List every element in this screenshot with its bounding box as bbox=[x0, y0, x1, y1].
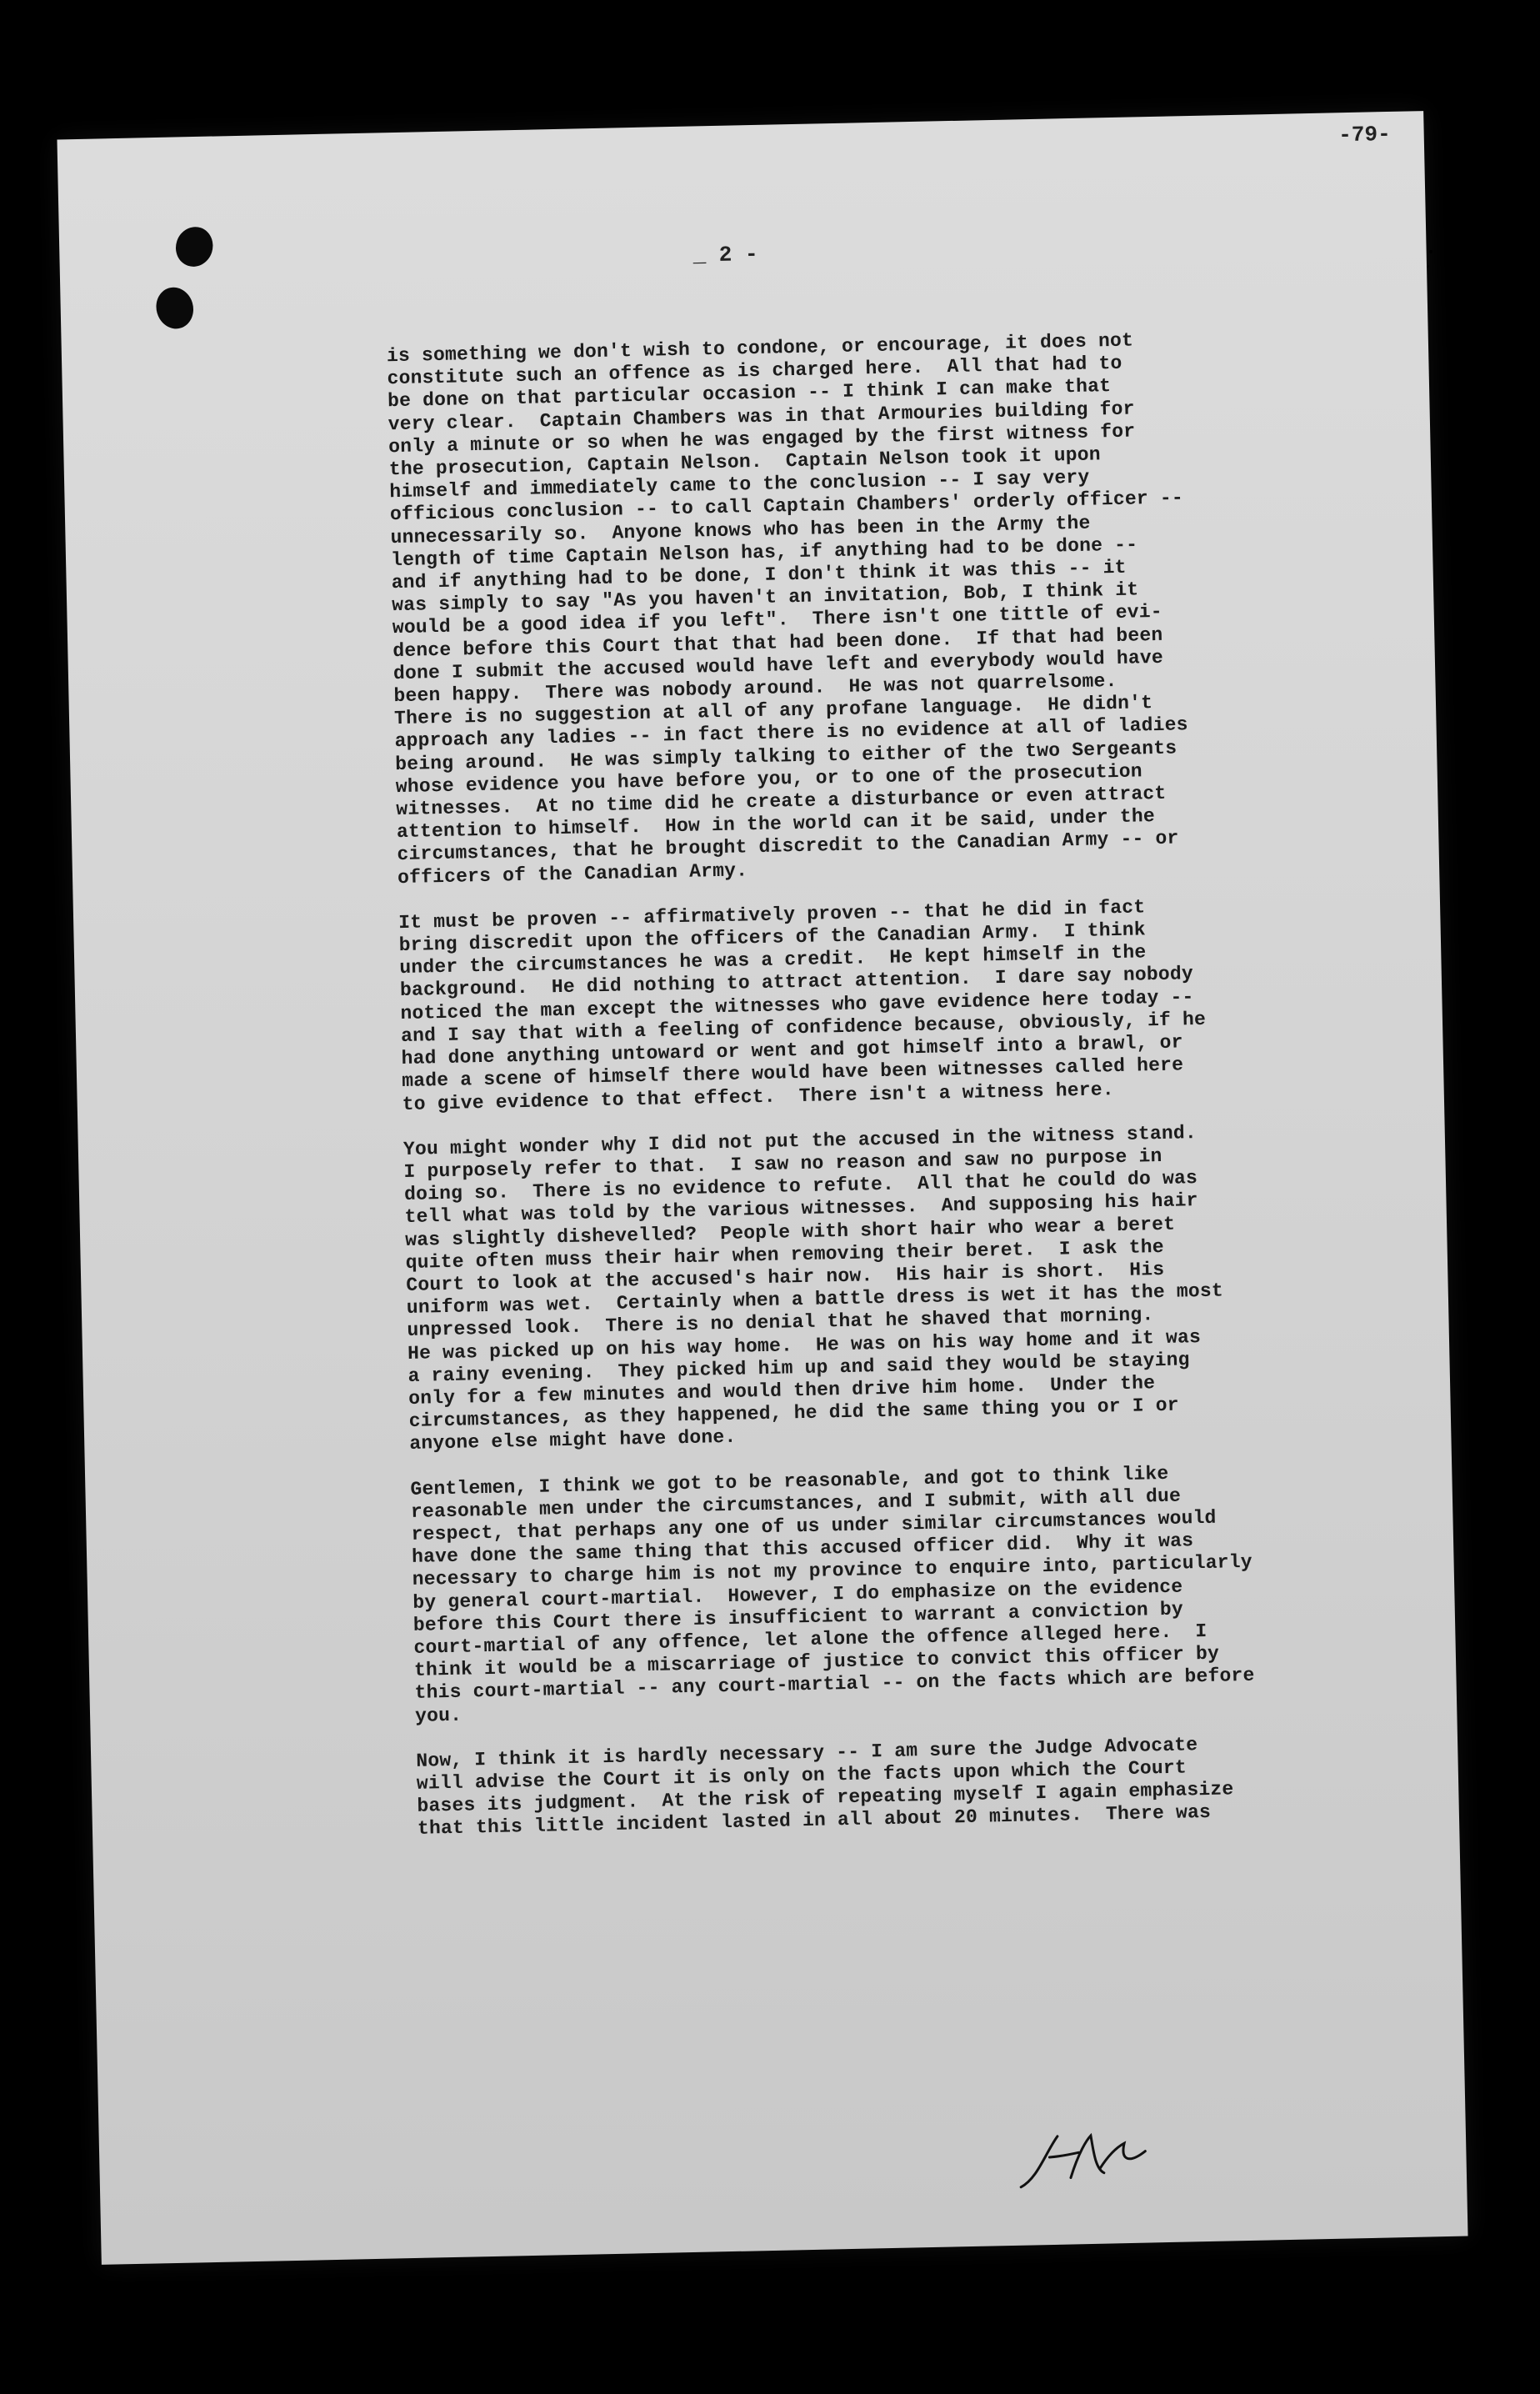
paragraph: Now, I think it is hardly necessary -- I am sure the Judge Advocate will advise the Court it is only on the facts upon which the Court bases its judgment. At the risk of repeating myself I again emphasize that this little incident lasted in all about 20 minutes. There was bbox=[416, 1733, 1234, 1841]
paragraph: It must be proven -- affirmatively proven -- that he did in fact bring discredit upon the officers of the Canadian Army. I think under the circumstances he was a credit. He kept himself in the background. He did nothing to attract attention. I dare say nobody noticed the man except the witnesses who gave evidence here today -- and I say that with a feeling of confidence because, obviously, if he had done anything untoward or went and got himself into a brawl, or made a scene of himself there would have been witnesses called here to give evidence to that effect. There isn't a witness here. bbox=[398, 896, 1207, 1115]
paragraph: is something we don't wish to condone, or encourage, it does not constitute such an offence as is charged here. All that had to be done on that particular occasion -- I think I can make that very clear. Captain Chambers was in that Armouries building for only a minute or so when he was engaged by the first witness for the prosecution, Captain Nelson. Captain Nelson took it upon himself and immediately came to the conclusion -- I say very officious conclusion -- to call Captain Chambers' orderly officer -- unnecessarily so. Anyone knows who has been in the Army the length of time Captain Nelson has, if anything had to be done -- and if anything had to be done, I don't think it was this -- it was simply to say "As you haven't an invitation, Bob, I think it would be a good idea if you left". There isn't one tittle of evi- dence before this Court that that had been done. If that had been done I submit the accused would have left and everybody would have been happy. There was nobody around. He was not quarrelsome. There is no suggestion at all of any profane language. He didn't approach any ladies -- in fact there is no evidence at all of ladies being around. He was simply talking to either of the two Sergeants whose evidence you have before you, or to one of the prosecution witnesses. At no time did he create a disturbance or even attract attention to himself. How in the world can it be said, under the circumstances, that he brought discredit to the Canadian Army -- or officers of the Canadian Army. bbox=[386, 329, 1188, 889]
punch-hole bbox=[171, 222, 218, 272]
section-mark: _ 2 - bbox=[692, 241, 758, 268]
dust-speck bbox=[1427, 265, 1429, 268]
body-text bbox=[387, 324, 1427, 1864]
punch-hole bbox=[152, 283, 198, 333]
document-page bbox=[57, 111, 1468, 2265]
handwritten-signature bbox=[1011, 2117, 1154, 2196]
paragraph: You might wonder why I did not put the accused in the witness stand. I purposely refer to that. I saw no reason and saw no purpose in doing so. There is no evidence to refute. All that he could do was tell what was told by the various witnesses. And supposing his hair was slightly dishevelled? People with short hair who wear a beret quite often muss their hair when removing their beret. I ask the Court to look at the accused's hair now. His hair is short. His uniform was wet. Certainly when a battle dress is wet it has the most unpressed look. There is no denial that he shaved that morning. He was picked up on his way home. He was on his way home and it was a rainy evening. They picked him up and said they would be staying only for a few minutes and would then drive him home. Under the circumstances, as they happened, he did the same thing you or I or anyone else might have done. bbox=[402, 1121, 1224, 1455]
paragraph: Gentlemen, I think we got to be reasonable, and got to think like reasonable men under the circumstances, and I submit, with all due respect, that perhaps any one of us under similar circumstances would have done the same thing that this accused officer did. Why it was necessary to charge him is not my province to enquire into, particularly by general court-martial. However, I do emphasize on the evidence before this Court there is insufficient to warrant a conviction by court-martial of any offence, let alone the offence alleged here. I think it would be a miscarriage of justice to convict this officer by this court-martial -- any court-martial -- on the facts which are before you. bbox=[410, 1462, 1255, 1727]
page-number: -79- bbox=[1338, 121, 1392, 148]
dust-speck bbox=[1429, 250, 1432, 253]
